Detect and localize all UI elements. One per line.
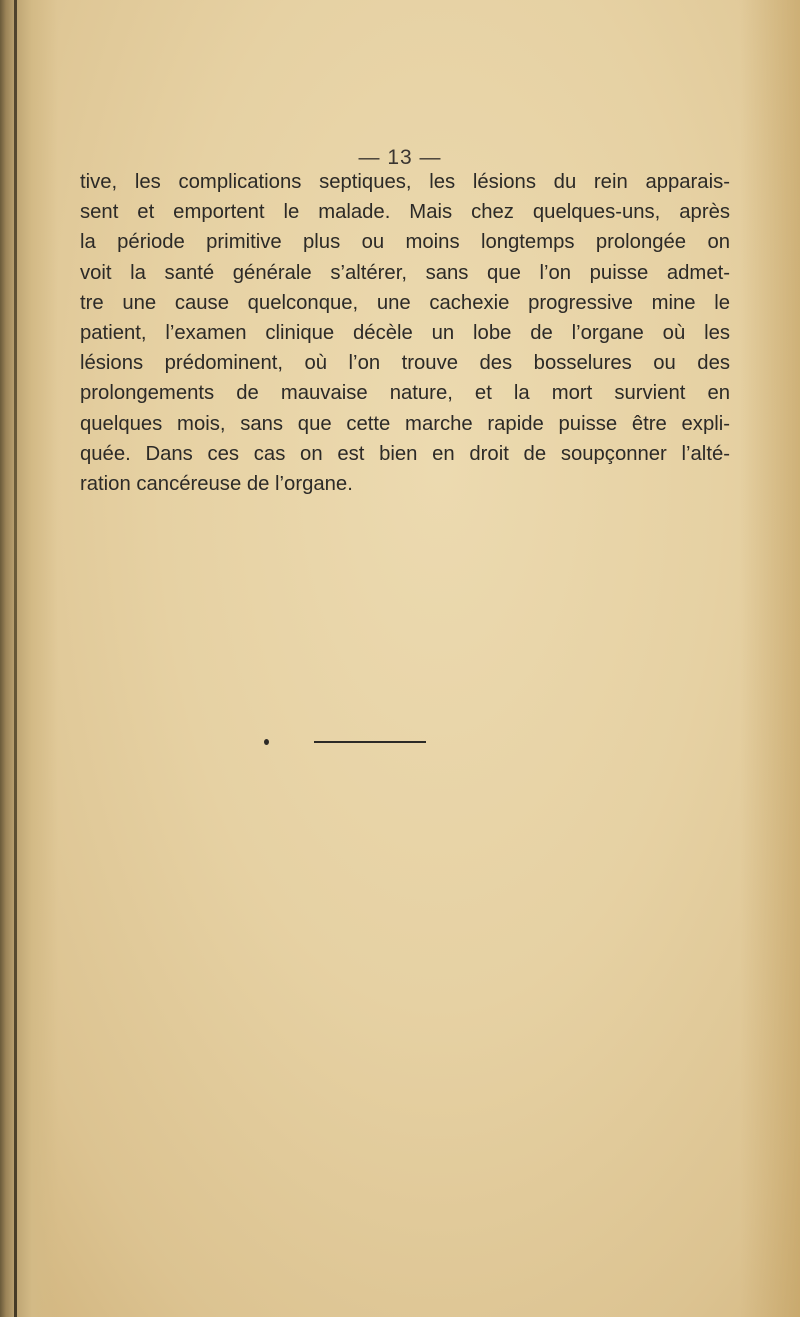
ink-dot	[264, 739, 269, 745]
body-paragraph	[80, 167, 730, 499]
text-line: tive, les complications septiques, les lésions du rein apparais-	[80, 171, 730, 193]
text-line: ration cancéreuse de l’organe.	[80, 473, 353, 496]
text-line: quée. Dans ces cas on est bien en droit de soupçonner l’alté-	[80, 442, 730, 465]
text-line: la période primitive plus ou moins longtemps prolongée on	[80, 231, 730, 254]
binding-edge	[14, 0, 17, 1317]
text-line: quelques mois, sans que cette marche rapide puisse être expli-	[80, 412, 730, 435]
text-line: lésions prédominent, où l’on trouve des bosselures ou des	[80, 352, 730, 375]
text-line: patient, l’examen clinique décèle un lobe de l’organe où les	[80, 322, 730, 345]
book-binding-shadow	[0, 0, 58, 1317]
page-number: — 13 —	[358, 146, 442, 169]
section-divider-rule	[314, 741, 426, 743]
text-line: sent et emportent le malade. Mais chez quelques-uns, après	[80, 201, 730, 224]
text-line: voit la santé générale s’altérer, sans que l’on puisse admet-	[80, 261, 730, 284]
text-line: tre une cause quelconque, une cachexie progressive mine le	[80, 291, 730, 314]
text-line: prolongements de mauvaise nature, et la mort survient en	[80, 382, 730, 405]
page-edge-shadow	[740, 0, 800, 1317]
